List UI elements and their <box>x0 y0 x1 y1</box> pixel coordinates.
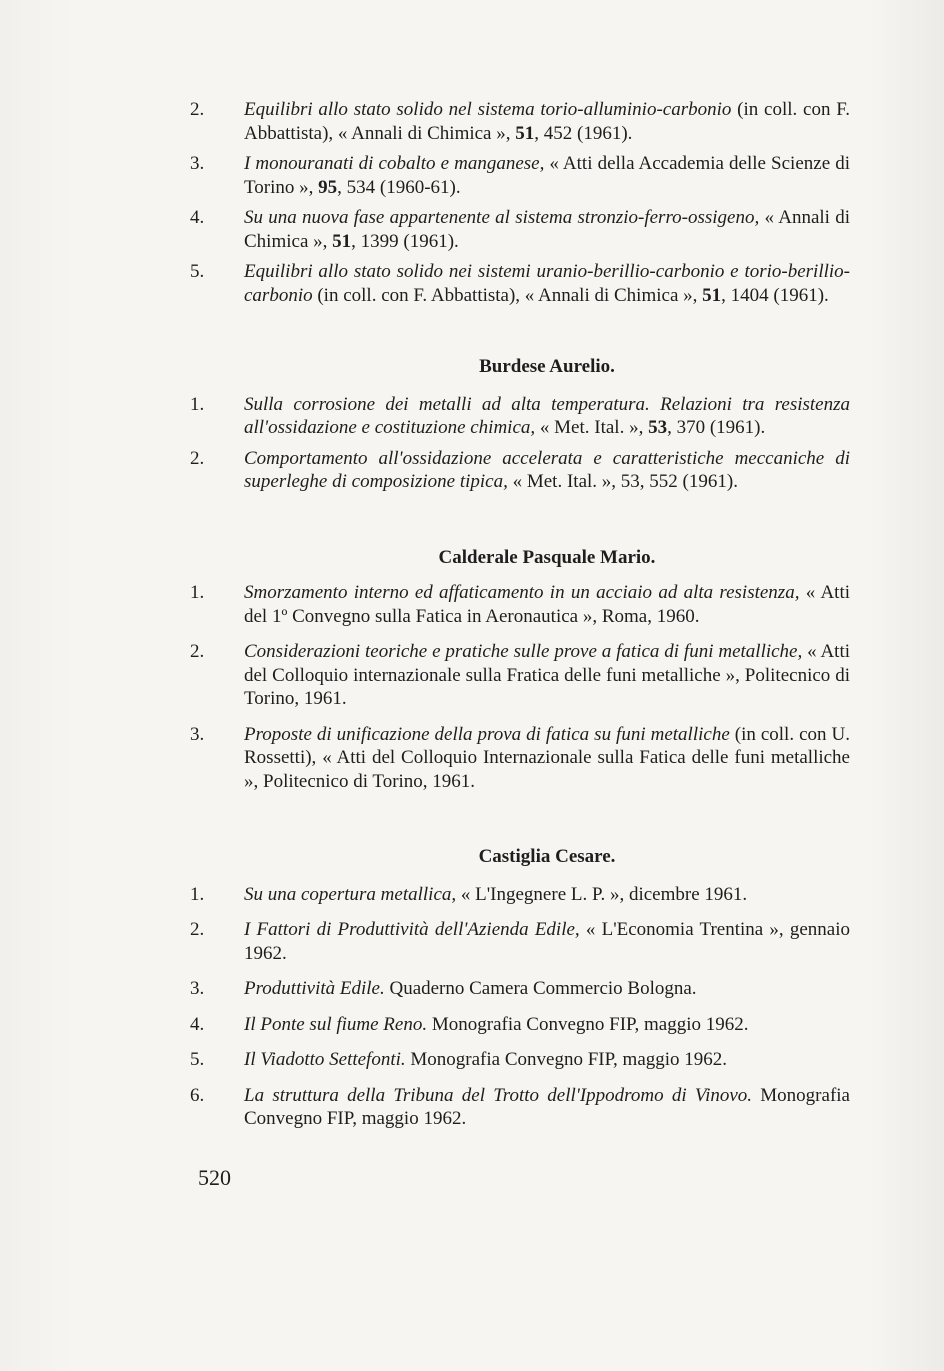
item-citation: Monografia Convegno FIP, maggio 1962. <box>427 1013 749 1035</box>
list-item <box>190 883 850 907</box>
list-item <box>190 206 850 253</box>
item-number: 3. <box>190 723 205 745</box>
publication-list <box>190 98 850 1143</box>
item-number: 2. <box>190 641 205 662</box>
item-volume: 53 <box>648 417 668 438</box>
list-item <box>190 977 850 1001</box>
item-number: 2. <box>190 919 205 940</box>
item-citation: (in coll. con F. Abbattista), « Annali di Chimica », <box>312 284 703 306</box>
list-item <box>190 152 850 199</box>
item-citation: Quaderno Camera Commercio Bologna. <box>384 978 697 999</box>
list-item <box>190 581 850 628</box>
list-item <box>190 1084 850 1131</box>
item-citation: « L'Ingegnere L. P. », dicembre 1961. <box>456 883 748 905</box>
item-number: 4. <box>190 1013 205 1035</box>
item-number: 2. <box>190 447 205 469</box>
list-item <box>190 98 850 145</box>
list-item <box>190 447 850 494</box>
item-number: 3. <box>190 153 205 174</box>
item-number: 1. <box>190 582 205 603</box>
author-heading: Burdese Aurelio. <box>479 356 615 377</box>
item-title: Proposte di unificazione della prova di fatica su funi metalliche <box>244 723 730 745</box>
author-heading: Castiglia Cesare. <box>478 846 616 867</box>
item-number: 6. <box>190 1084 205 1106</box>
author-section <box>190 581 850 793</box>
page-number: 520 <box>198 1165 231 1190</box>
item-pages: , 370 (1961). <box>667 417 766 438</box>
item-number: 4. <box>190 207 205 228</box>
item-title: Smorzamento interno ed affaticamento in un acciaio ad alta resistenza, <box>244 582 800 603</box>
item-citation: « Atti della Accademia delle Scienze di Torino », <box>244 153 850 198</box>
item-citation: (in coll. con F. Abbattista), « Annali di Chimica », <box>244 99 850 144</box>
section-continuation <box>190 98 850 307</box>
item-pages: , 534 (1960-61). <box>337 176 461 198</box>
item-title: Equilibri allo stato solido nel sistema torio-alluminio-carbonio <box>244 99 732 120</box>
item-volume: 95 <box>318 176 338 198</box>
item-citation: « Met. Ital. », <box>535 417 649 438</box>
item-citation: Monografia Convegno FIP, maggio 1962. <box>405 1049 728 1070</box>
item-pages: , 452 (1961). <box>534 122 633 144</box>
item-citation: « L'Economia Trentina », gennaio 1962. <box>244 919 850 964</box>
author-section <box>190 393 850 494</box>
item-title: Sulla corrosione dei metalli ad alta temperatura. Relazioni tra resistenza all'ossidazione e costituzione chimica, <box>244 393 850 438</box>
author-section <box>190 883 850 1131</box>
item-title: Il Ponte sul fiume Reno. <box>244 1013 428 1035</box>
item-number: 5. <box>190 1049 205 1070</box>
item-pages: , 1404 (1961). <box>721 284 829 306</box>
item-pages: , 1399 (1961). <box>351 230 459 252</box>
item-citation: « Atti del 1º Convegno sulla Fatica in Aeronautica », Roma, 1960. <box>244 582 850 627</box>
item-number: 1. <box>190 393 205 415</box>
author-heading: Calderale Pasquale Mario. <box>438 546 656 568</box>
item-title: La struttura della Tribuna del Trotto dell'Ippodromo di Vinovo. <box>244 1084 753 1106</box>
list-item <box>190 918 850 965</box>
item-title: Il Viadotto Settefonti. <box>244 1049 406 1070</box>
list-item <box>190 1013 850 1037</box>
item-volume: 51 <box>702 284 722 306</box>
list-item <box>190 723 850 794</box>
item-volume: 51 <box>332 230 352 252</box>
item-title: Su una copertura metallica, <box>244 883 457 905</box>
list-item <box>190 1048 850 1072</box>
item-number: 1. <box>190 883 205 905</box>
list-item <box>190 393 850 440</box>
item-title: Comportamento all'ossidazione accelerata e caratteristiche meccaniche di superleghe di composizione tipica, <box>244 447 850 492</box>
item-number: 5. <box>190 261 205 282</box>
item-title: I monouranati di cobalto e manganese, <box>244 153 545 174</box>
item-number: 2. <box>190 99 205 120</box>
item-title: Equilibri allo stato solido nei sistemi uranio-berillio-carbonio e torio-berillio-carbonio <box>244 261 850 306</box>
item-number: 3. <box>190 978 205 999</box>
item-title: Produttività Edile. <box>244 978 385 999</box>
list-item <box>190 640 850 711</box>
item-title: Su una nuova fase appartenente al sistema stronzio-ferro-ossigeno, <box>244 207 760 228</box>
item-title: I Fattori di Produttività dell'Azienda Edile, <box>244 919 580 940</box>
list-item <box>190 260 850 307</box>
item-citation: « Annali di Chimica », <box>244 207 850 252</box>
item-citation: « Atti del Colloquio internazionale sulla Fratica delle funi metalliche », Politecnico di Torino, 1961. <box>244 641 850 709</box>
item-volume: 51 <box>515 122 535 144</box>
item-citation: Monografia Convegno FIP, maggio 1962. <box>244 1084 850 1129</box>
item-title: Considerazioni teoriche e pratiche sulle prove a fatica di funi metalliche, <box>244 641 803 662</box>
item-citation: « Met. Ital. », 53, 552 (1961). <box>507 471 738 492</box>
item-citation: (in coll. con U. Rossetti), « Atti del Colloquio Internazionale sulla Fatica delle funi metalliche », Politecnico di Torino, 1961. <box>244 723 850 792</box>
